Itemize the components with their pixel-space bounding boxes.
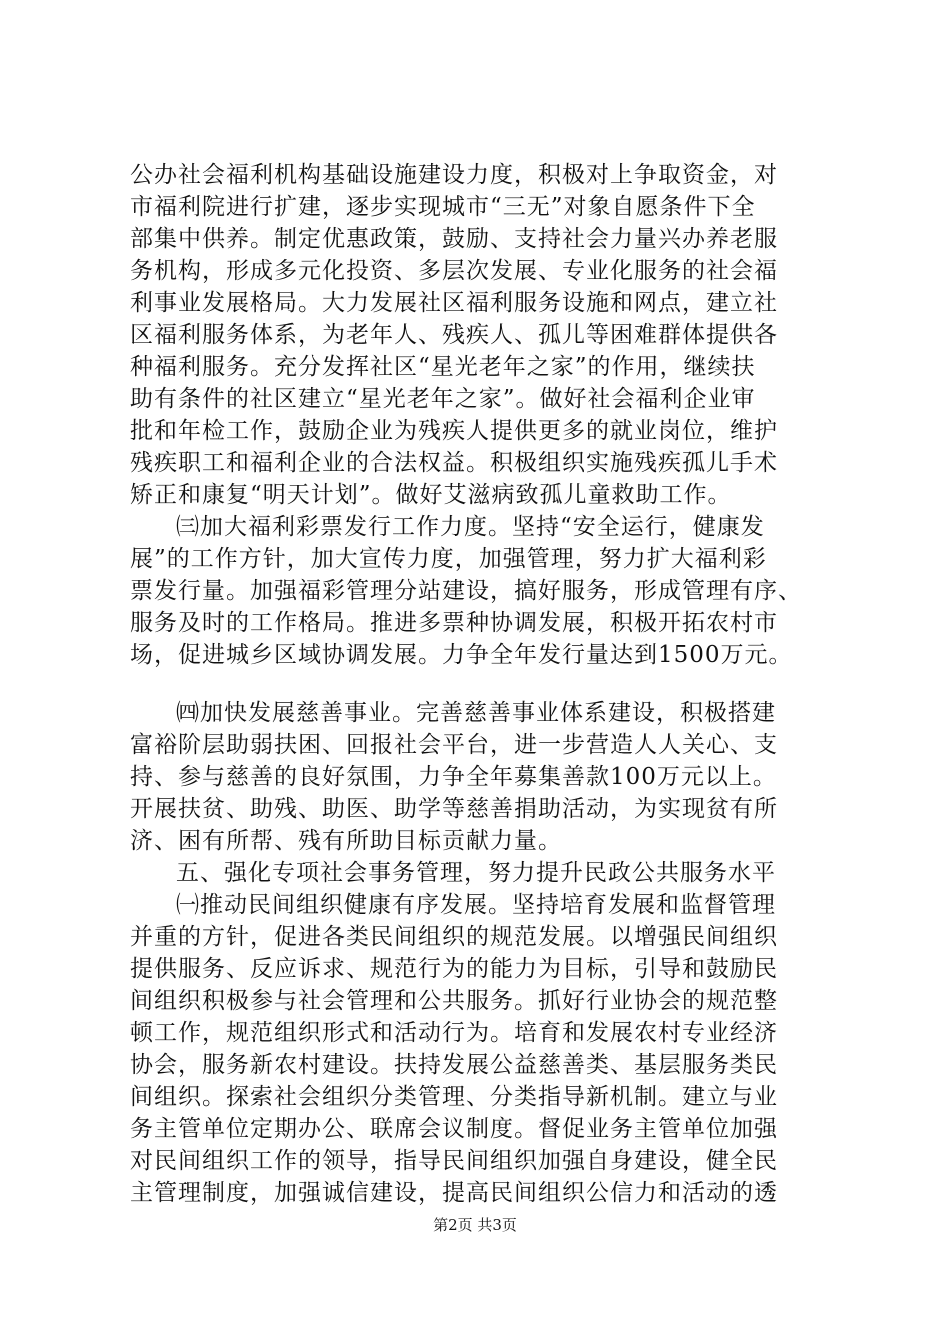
text-line: 批和年检工作，鼓励企业为残疾人提供更多的就业岗位，维护: [130, 418, 778, 444]
text-line: 间组织。探索社会组织分类管理、分类指导新机制。建立与业: [130, 1084, 778, 1110]
paragraph-heading-3: ㈢加大福利彩票发行工作力度。坚持“安全运行，健康发: [176, 514, 765, 540]
paragraph-heading-4: ㈣加快发展慈善事业。完善慈善事业体系建设，积极搭建: [176, 700, 776, 726]
text-line: 主管理制度，加强诚信建设，提高民间组织公信力和活动的透: [130, 1180, 778, 1206]
paragraph-heading-1: ㈠推动民间组织健康有序发展。坚持培育发展和监督管理: [176, 892, 776, 918]
text-line: 场，促进城乡区域协调发展。力争全年发行量达到1500万元。: [130, 642, 793, 668]
text-line: 务主管单位定期办公、联席会议制度。督促业务主管单位加强: [130, 1116, 778, 1142]
page-number-footer: 第2页 共3页: [433, 1216, 517, 1234]
text-line: 并重的方针，促进各类民间组织的规范发展。以增强民间组织: [130, 924, 778, 950]
text-line: 协会，服务新农村建设。扶持发展公益慈善类、基层服务类民: [130, 1052, 778, 1078]
text-line: 票发行量。加强福彩管理分站建设，搞好服务，形成管理有序、: [130, 578, 802, 604]
text-line: 展”的工作方针，加大宣传力度，加强管理，努力扩大福利彩: [130, 546, 767, 572]
text-line: 区福利服务体系，为老年人、残疾人、孤儿等困难群体提供各: [130, 322, 778, 348]
section-heading-5: 五、强化专项社会事务管理，努力提升民政公共服务水平: [176, 860, 776, 886]
text-line: 济、困有所帮、残有所助目标贡献力量。: [130, 828, 562, 854]
text-line: 务机构，形成多元化投资、多层次发展、专业化服务的社会福: [130, 258, 778, 284]
text-line: 顿工作，规范组织形式和活动行为。培育和发展农村专业经济: [130, 1020, 778, 1046]
text-line: 市福利院进行扩建，逐步实现城市“三无”对象自愿条件下全: [130, 194, 756, 220]
text-line: 部集中供养。制定优惠政策，鼓励、支持社会力量兴办养老服: [130, 226, 778, 252]
text-line: 利事业发展格局。大力发展社区福利服务设施和网点，建立社: [130, 290, 778, 316]
text-line: 提供服务、反应诉求、规范行为的能力为目标，引导和鼓励民: [130, 956, 778, 982]
text-line: 开展扶贫、助残、助医、助学等慈善捐助活动，为实现贫有所: [130, 796, 778, 822]
text-line: 助有条件的社区建立“星光老年之家”。做好社会福利企业审: [130, 386, 756, 412]
text-line: 残疾职工和福利企业的合法权益。积极组织实施残疾孤儿手术: [130, 450, 778, 476]
text-line: 矫正和康复“明天计划”。做好艾滋病致孤儿童救助工作。: [130, 482, 732, 508]
text-line: 富裕阶层助弱扶困、回报社会平台，进一步营造人人关心、支: [130, 732, 778, 758]
text-line: 持、参与慈善的良好氛围，力争全年募集善款100万元以上。: [130, 764, 777, 790]
text-line: 种福利服务。充分发挥社区“星光老年之家”的作用，继续扶: [130, 354, 756, 380]
text-line: 服务及时的工作格局。推进多票种协调发展，积极开拓农村市: [130, 610, 778, 636]
text-line: 间组织积极参与社会管理和公共服务。抓好行业协会的规范整: [130, 988, 778, 1014]
text-line: 对民间组织工作的领导，指导民间组织加强自身建设，健全民: [130, 1148, 778, 1174]
text-line: 公办社会福利机构基础设施建设力度，积极对上争取资金，对: [130, 162, 778, 188]
